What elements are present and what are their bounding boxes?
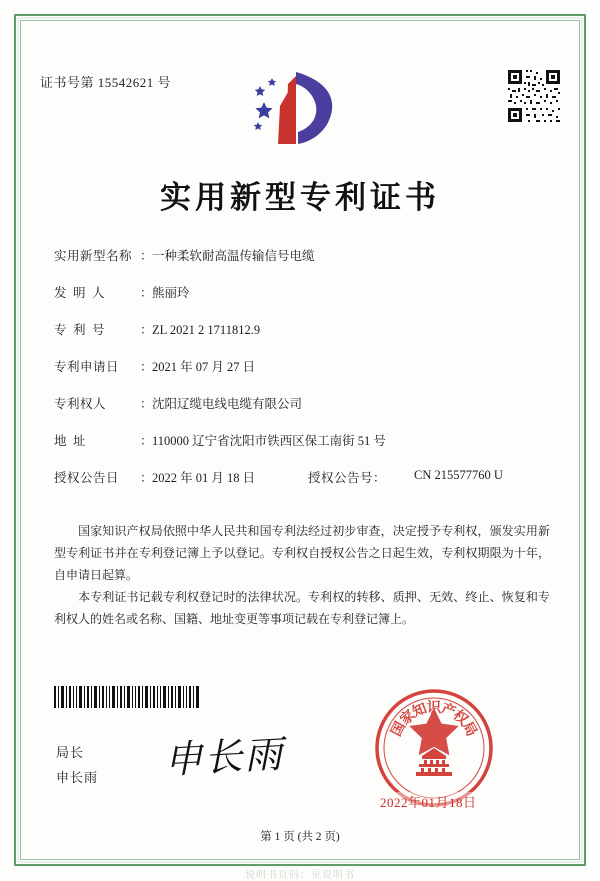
field-value: 2021 年 07 月 27 日	[152, 360, 256, 374]
signature-labels	[56, 740, 98, 790]
barcode-icon	[54, 686, 200, 708]
footer-note: 说明书页码：见说明书	[245, 870, 355, 881]
field-colon: ：	[140, 286, 153, 300]
field-colon: ：	[140, 323, 153, 337]
field-list	[54, 246, 546, 505]
svg-text:产: 产	[438, 701, 458, 721]
svg-text:知: 知	[410, 701, 430, 721]
field-label: 专利申请日	[54, 360, 120, 374]
field-row-patentee	[54, 394, 546, 431]
field-colon: ：	[140, 471, 153, 485]
field-value-grant-publication-no: CN 215577760 U	[414, 468, 503, 482]
field-colon: ：	[140, 360, 153, 374]
field-label: 专利号	[54, 323, 112, 337]
field-label: 实用新型名称	[54, 249, 133, 263]
field-value: 一种柔软耐高温传输信号电缆	[152, 249, 315, 263]
field-label-grant-publication-no: 授权公告号：	[308, 471, 387, 485]
field-row-address	[54, 431, 546, 468]
body-paragraph-1	[54, 520, 550, 586]
seal-date: 2022年01月18日	[380, 792, 477, 811]
qr-code-icon	[506, 68, 562, 124]
field-value: ZL 2021 2 1711812.9	[152, 323, 261, 337]
field-label: 专利权人	[54, 397, 107, 411]
field-row-patent-number	[54, 320, 546, 357]
paragraph-text: 本专利证书记载专利权登记时的法律状况。专利权的转移、质押、无效、终止、恢复和专利权人的姓名或名称、国籍、地址变更等事项记载在专利登记簿上。	[54, 590, 550, 626]
page-number: 第 1 页 (共 2 页)	[260, 831, 340, 843]
svg-text:家: 家	[397, 707, 419, 729]
field-row-application-date	[54, 357, 546, 394]
cnipa-logo-icon	[246, 66, 346, 152]
field-label: 授权公告日	[54, 471, 120, 485]
field-value: 熊丽玲	[152, 286, 190, 300]
paragraph-text: 国家知识产权局依照中华人民共和国专利法经过初步审查，决定授予专利权，颁发实用新型专利证书并在专利登记簿上予以登记。专利权自授权公告之日起生效，专利权期限为十年，自申请日起算。	[54, 524, 550, 582]
field-row-inventor	[54, 283, 546, 320]
svg-text:识: 识	[427, 701, 441, 716]
field-value: 110000 辽宁省沈阳市铁西区保工南街 51 号	[152, 434, 386, 448]
handwritten-signature: 申长雨	[163, 733, 286, 783]
field-colon: ：	[140, 397, 153, 411]
field-value: 2022 年 01 月 18 日	[152, 471, 256, 485]
page-title: 实用新型专利证书	[160, 180, 440, 215]
field-row-name	[54, 246, 546, 283]
field-label: 地址	[54, 434, 93, 448]
field-label: 发明人	[54, 286, 112, 300]
svg-text:局: 局	[458, 719, 479, 740]
field-colon: ：	[140, 434, 153, 448]
svg-text:国: 国	[389, 719, 410, 740]
certificate-number: 证书号第 15542621 号	[40, 75, 172, 90]
director-name-label: 申长雨	[56, 770, 99, 785]
director-title-label: 局长	[56, 745, 85, 760]
field-colon: ：	[140, 249, 153, 263]
body-paragraph-2	[54, 586, 550, 630]
svg-text:权: 权	[449, 707, 471, 729]
field-row-grant-date	[54, 468, 546, 505]
field-value: 沈阳辽缆电线电缆有限公司	[152, 397, 303, 411]
